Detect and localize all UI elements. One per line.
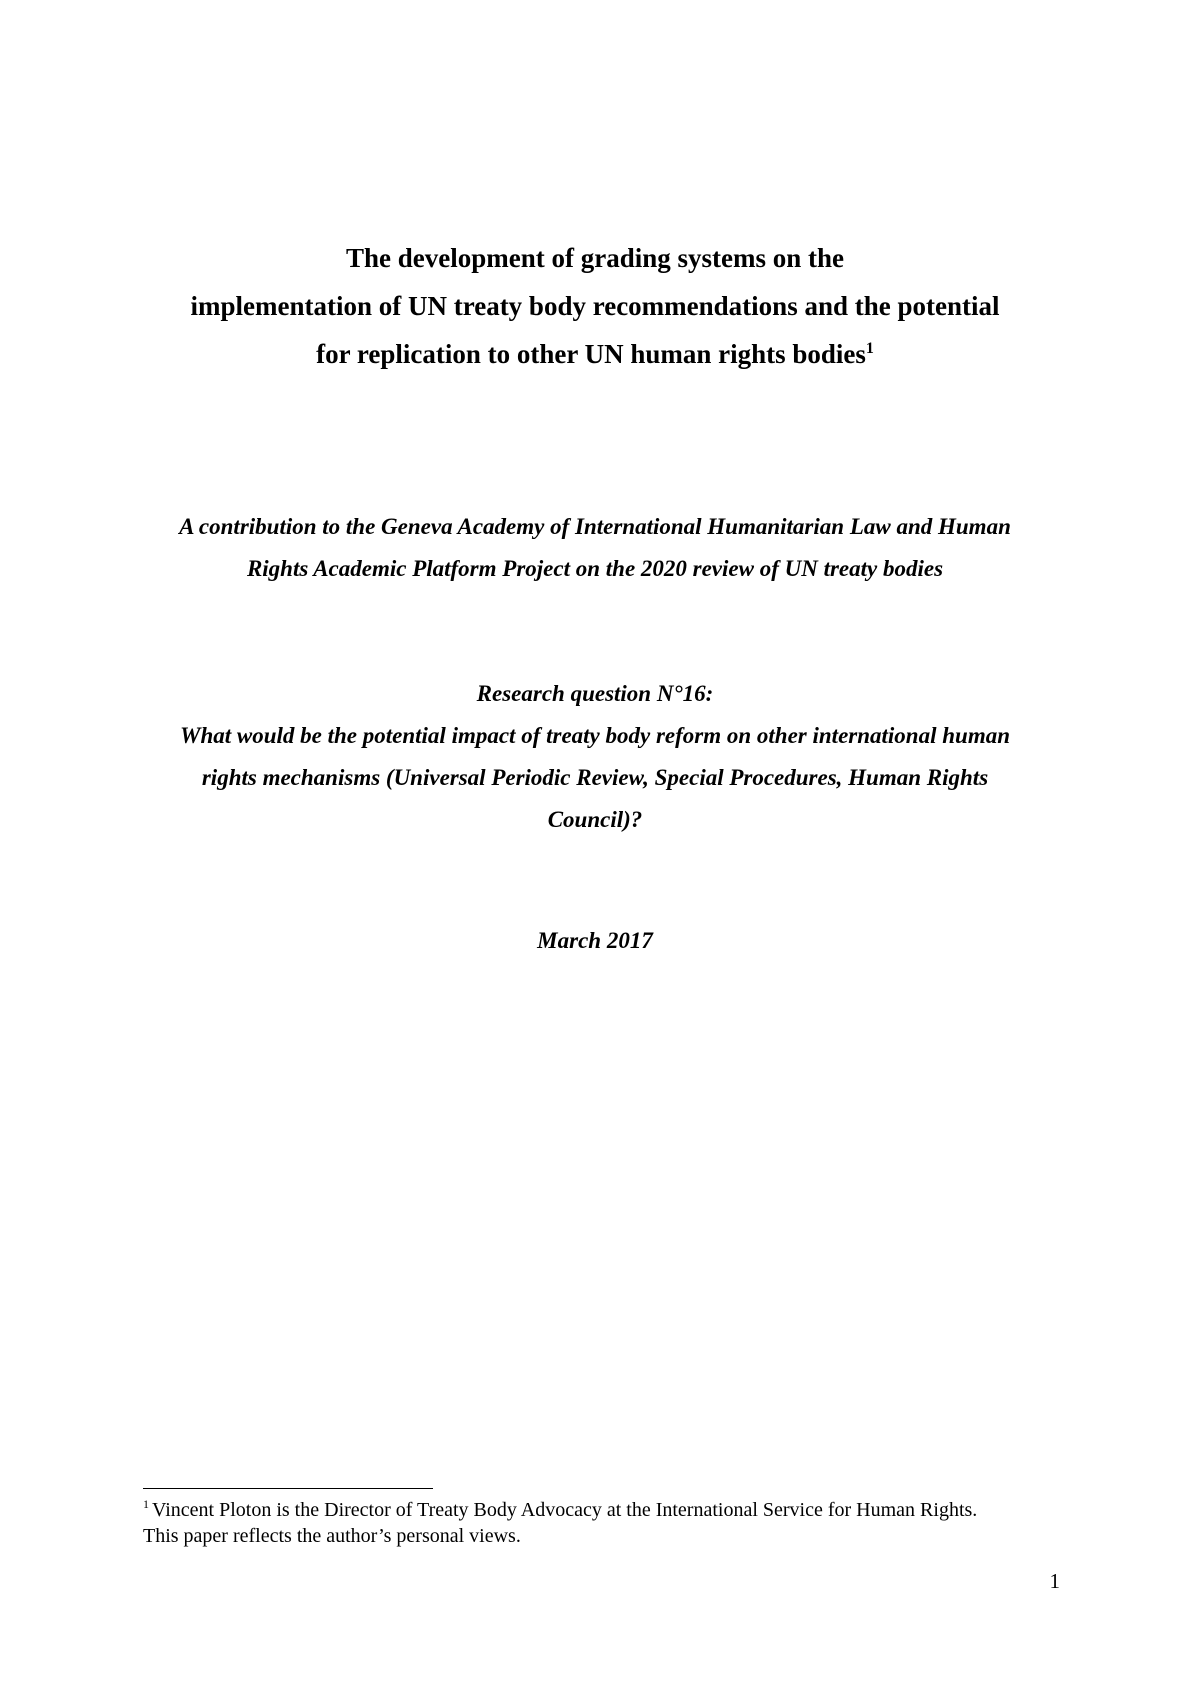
- footnote-line-2: This paper reflects the author’s personal views.: [143, 1525, 521, 1547]
- contribution-statement: [140, 506, 1050, 590]
- title-line-3: [140, 330, 1050, 378]
- footnote-line-1: [143, 1497, 1073, 1523]
- contribution-line-2: Rights Academic Platform Project on the 2020 review of UN treaty bodies: [246, 556, 944, 581]
- research-question: [140, 673, 1050, 841]
- title-line-2: implementation of UN treaty body recommendations and the potential: [190, 291, 1000, 321]
- title-footnote-marker[interactable]: 1: [865, 340, 874, 357]
- research-question-line-2: rights mechanisms (Universal Periodic Review, Special Procedures, Human Rights: [201, 765, 989, 790]
- footnote: [143, 1497, 1073, 1549]
- research-question-line-1: What would be the potential impact of treaty body reform on other international human: [180, 723, 1010, 748]
- publication-date-text: March 2017: [537, 928, 653, 953]
- document-title: [140, 234, 1050, 378]
- contribution-line-1: A contribution to the Geneva Academy of International Humanitarian Law and Human: [179, 514, 1011, 539]
- title-line-1: The development of grading systems on the: [346, 243, 844, 273]
- research-question-line-3: Council)?: [547, 807, 643, 832]
- footnote-separator: [143, 1488, 433, 1489]
- research-question-label: Research question N°16:: [476, 681, 714, 706]
- page-number: 1: [1049, 1569, 1060, 1593]
- title-line-3-text: for replication to other UN human rights bodies: [316, 339, 866, 369]
- footnote-marker: 1: [143, 1497, 149, 1512]
- footnote-line-1-text: Vincent Ploton is the Director of Treaty Body Advocacy at the International Service for Human Rights.: [152, 1499, 978, 1521]
- publication-date: [140, 920, 1050, 962]
